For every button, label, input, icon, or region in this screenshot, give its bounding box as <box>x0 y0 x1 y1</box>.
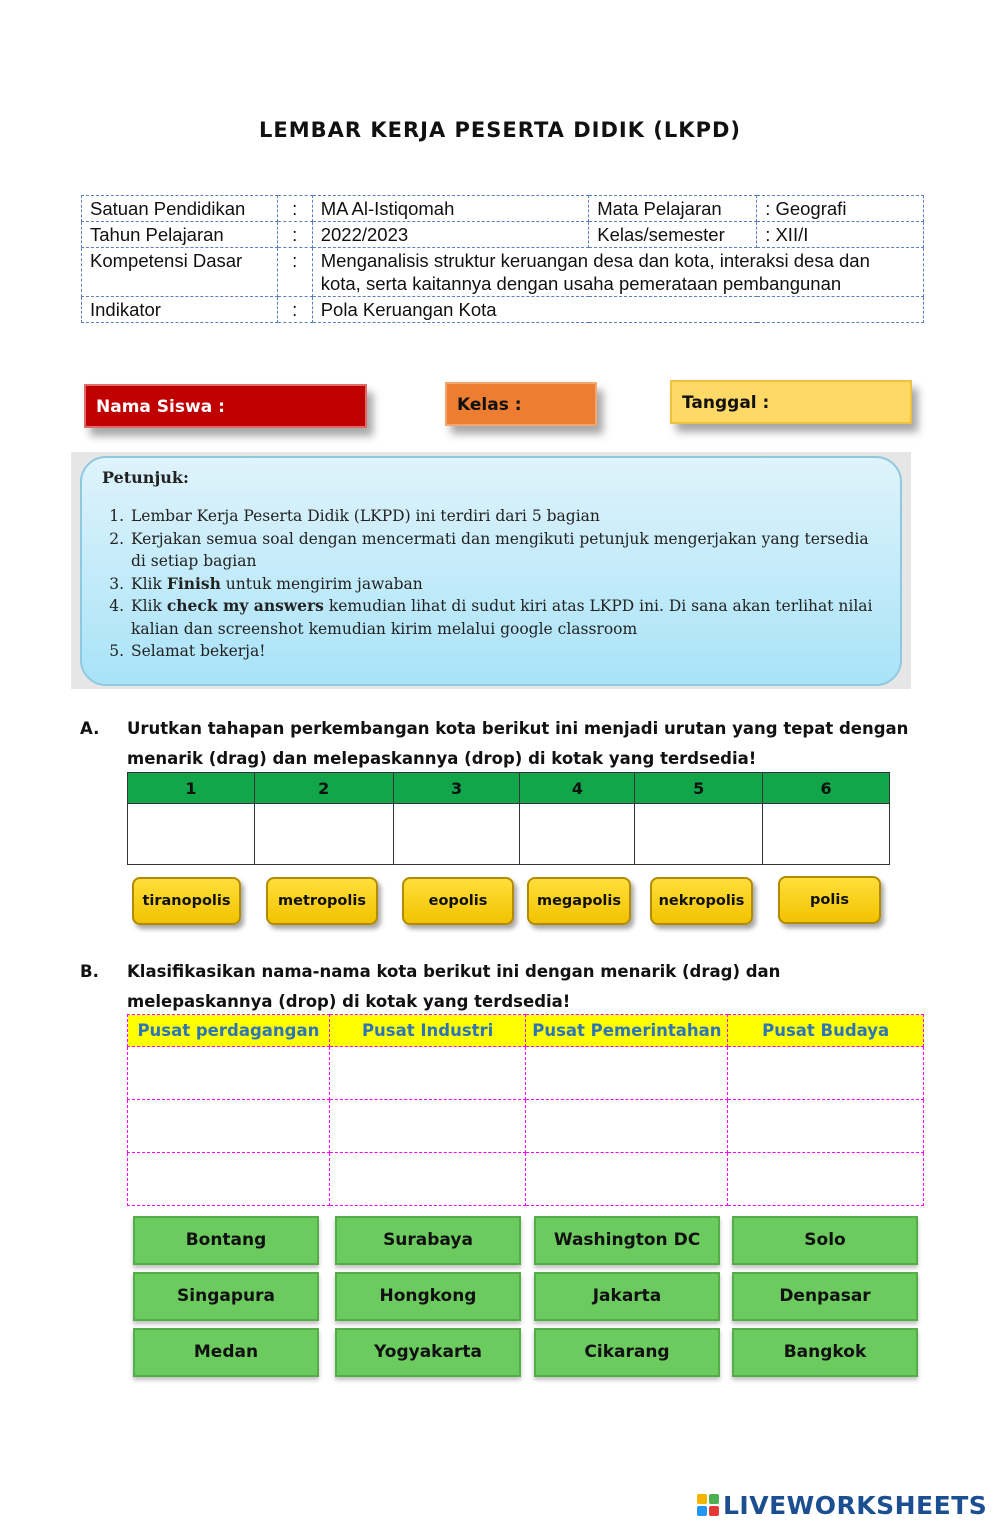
drag-chip-denpasar[interactable]: Denpasar <box>732 1272 918 1321</box>
colon: : <box>277 248 312 297</box>
logo-square <box>697 1494 707 1504</box>
drop-zone[interactable] <box>329 1100 526 1153</box>
list-item <box>129 595 880 640</box>
table-row <box>128 1047 924 1100</box>
liveworksheets-icon <box>697 1494 719 1516</box>
item-text: Klik <box>131 574 167 593</box>
drag-chip-megapolis[interactable]: megapolis <box>527 877 631 925</box>
order-header-4: 4 <box>520 773 635 804</box>
drop-zone-3[interactable] <box>393 804 520 865</box>
drag-chip-hongkong[interactable]: Hongkong <box>335 1272 521 1321</box>
drop-zone-6[interactable] <box>763 804 890 865</box>
instructions-list <box>129 505 880 663</box>
drop-zone[interactable] <box>526 1153 728 1206</box>
kelas-label: Kelas/semester <box>589 222 757 248</box>
order-header-2: 2 <box>254 773 393 804</box>
instructions-box <box>80 456 902 686</box>
logo-square <box>709 1506 719 1516</box>
colon: : <box>277 196 312 222</box>
drag-chip-polis[interactable]: polis <box>778 876 881 924</box>
drop-zone[interactable] <box>728 1153 924 1206</box>
mapel-label: Mata Pelajaran <box>589 196 757 222</box>
header-pusat-pemerintahan: Pusat Pemerintahan <box>526 1015 728 1047</box>
drop-zone[interactable] <box>526 1100 728 1153</box>
item-text: kemudian lihat di sudut kiri atas LKPD ini. Di sana akan terlihat nilai kalian dan screenshot kemudian kirim melalui google classroom <box>131 597 873 638</box>
nama-siswa-field[interactable]: Nama Siswa : <box>84 384 367 428</box>
tanggal-field[interactable]: Tanggal : <box>670 380 912 424</box>
drop-zone-5[interactable] <box>635 804 763 865</box>
list-item: 2. Kerjakan semua soal dengan mencermati dan mengikuti petunjuk mengerjakan yang tersedia di setiap bagian <box>129 528 880 573</box>
table-row <box>128 1153 924 1206</box>
section-b-label: B. <box>80 962 99 981</box>
colon: : <box>277 222 312 248</box>
drop-zone[interactable] <box>526 1047 728 1100</box>
colon: : <box>277 297 312 323</box>
order-header-3: 3 <box>393 773 520 804</box>
drop-zone[interactable] <box>128 1047 330 1100</box>
drag-chip-jakarta[interactable]: Jakarta <box>534 1272 720 1321</box>
order-drop-row <box>128 804 890 865</box>
drop-zone[interactable] <box>329 1047 526 1100</box>
page-title: LEMBAR KERJA PESERTA DIDIK (LKPD) <box>259 118 741 142</box>
tahun-value: 2022/2023 <box>312 222 589 248</box>
drag-chip-washington-dc[interactable]: Washington DC <box>534 1216 720 1265</box>
logo-square <box>709 1494 719 1504</box>
drag-chip-medan[interactable]: Medan <box>133 1328 319 1377</box>
header-pusat-budaya: Pusat Budaya <box>728 1015 924 1047</box>
drop-zone[interactable] <box>728 1047 924 1100</box>
drop-zone[interactable] <box>128 1153 330 1206</box>
classification-header-row <box>128 1015 924 1047</box>
drop-zone-1[interactable] <box>128 804 255 865</box>
kd-label: Kompetensi Dasar <box>82 248 278 297</box>
drag-chip-nekropolis[interactable]: nekropolis <box>650 877 753 925</box>
drop-zone-2[interactable] <box>254 804 393 865</box>
section-a-label: A. <box>80 719 100 738</box>
drag-chip-tiranopolis[interactable]: tiranopolis <box>132 877 241 925</box>
liveworksheets-logo <box>697 1489 987 1521</box>
order-table <box>127 772 890 865</box>
indikator-label: Indikator <box>82 297 278 323</box>
drag-chip-yogyakarta[interactable]: Yogyakarta <box>335 1328 521 1377</box>
check-answers-keyword: check my answers <box>166 596 324 615</box>
satuan-label: Satuan Pendidikan <box>82 196 278 222</box>
order-header-6: 6 <box>763 773 890 804</box>
order-header-5: 5 <box>635 773 763 804</box>
section-a-instruction: Urutkan tahapan perkembangan kota berikut ini menjadi urutan yang tepat dengan menarik (drag) dan melepaskannya (drop) di kotak yang terdsedia! <box>127 719 909 768</box>
table-row <box>82 297 924 323</box>
table-row <box>82 248 924 297</box>
drag-chip-metropolis[interactable]: metropolis <box>266 877 378 925</box>
order-header-row <box>128 773 890 804</box>
drop-zone[interactable] <box>728 1100 924 1153</box>
item-text: untuk mengirim jawaban <box>220 574 423 593</box>
drag-chip-surabaya[interactable]: Surabaya <box>335 1216 521 1265</box>
liveworksheets-wordmark: LIVEWORKSHEETS <box>723 1490 988 1520</box>
tahun-label: Tahun Pelajaran <box>82 222 278 248</box>
drop-zone[interactable] <box>329 1153 526 1206</box>
info-table <box>81 195 924 323</box>
list-item <box>129 573 880 596</box>
drag-chip-bontang[interactable]: Bontang <box>133 1216 319 1265</box>
table-row <box>128 1100 924 1153</box>
drag-chip-cikarang[interactable]: Cikarang <box>534 1328 720 1377</box>
section-b-instruction: Klasifikasikan nama-nama kota berikut ini dengan menarik (drag) dan melepaskannya (drop) di kotak yang terdsedia! <box>127 962 781 1011</box>
header-pusat-industri: Pusat Industri <box>329 1015 526 1047</box>
drag-chip-singapura[interactable]: Singapura <box>133 1272 319 1321</box>
drop-zone-4[interactable] <box>520 804 635 865</box>
indikator-value: Pola Keruangan Kota <box>312 297 923 323</box>
instructions-heading: Petunjuk: <box>102 468 189 487</box>
drag-chip-solo[interactable]: Solo <box>732 1216 918 1265</box>
drop-zone[interactable] <box>128 1100 330 1153</box>
table-row <box>82 222 924 248</box>
drag-chip-eopolis[interactable]: eopolis <box>402 877 514 925</box>
logo-square <box>697 1506 707 1516</box>
kd-value: Menganalisis struktur keruangan desa dan kota, interaksi desa dan kota, serta kaitannya dengan usaha pemerataan pembangunan <box>312 248 923 297</box>
classification-table <box>127 1014 924 1206</box>
item-text: Klik <box>131 597 167 615</box>
order-header-1: 1 <box>128 773 255 804</box>
finish-keyword: Finish <box>166 573 221 593</box>
satuan-value: MA Al-Istiqomah <box>312 196 589 222</box>
kelas-field[interactable]: Kelas : <box>445 382 597 426</box>
mapel-value: : Geografi <box>757 196 924 222</box>
list-item: 5. Selamat bekerja! <box>129 640 880 663</box>
table-row <box>82 196 924 222</box>
header-pusat-perdagangan: Pusat perdagangan <box>128 1015 330 1047</box>
drag-chip-bangkok[interactable]: Bangkok <box>732 1328 918 1377</box>
list-item: 1. Lembar Kerja Peserta Didik (LKPD) ini terdiri dari 5 bagian <box>129 505 880 528</box>
kelas-value: : XII/I <box>757 222 924 248</box>
